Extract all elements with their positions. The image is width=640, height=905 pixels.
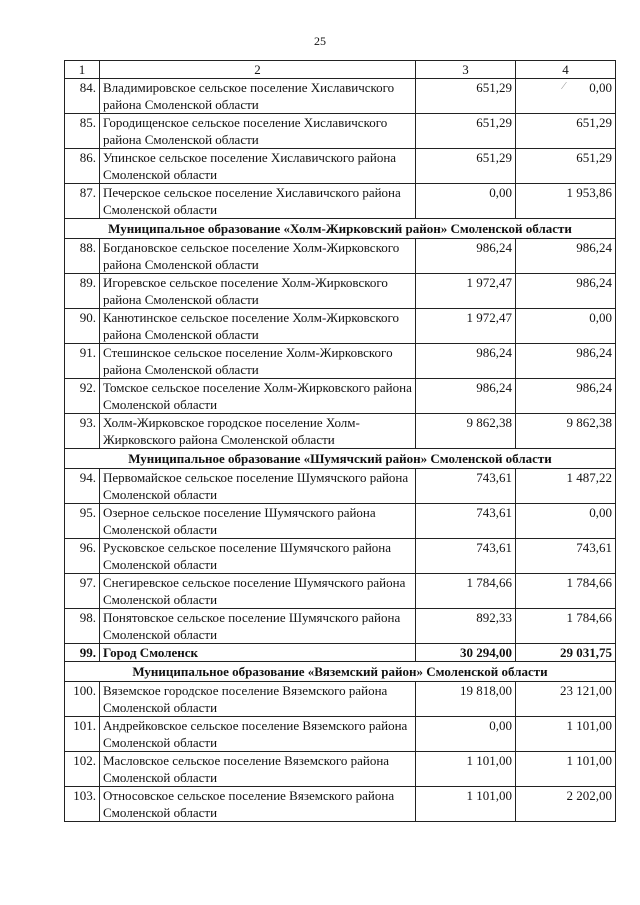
value-col-3: 651,29 [416,79,516,114]
value-col-3: 1 101,00 [416,752,516,787]
header-row [65,61,616,79]
table-row [65,469,616,504]
value-col-3: 651,29 [416,149,516,184]
row-number: 91. [65,344,100,379]
pen-mark-icon: ⁄ [563,80,565,92]
table-row [65,539,616,574]
value-col-3: 743,61 [416,539,516,574]
row-number: 98. [65,609,100,644]
value-col-3: 30 294,00 [416,644,516,662]
value-col-4: 743,61 [516,539,616,574]
value-col-3: 986,24 [416,344,516,379]
settlement-name: Относовское сельское поселение Вяземского района Смоленской области [100,787,416,822]
table-row [65,504,616,539]
header-col-3: 3 [416,61,516,79]
value-col-4: 0,00 [516,309,616,344]
row-number: 96. [65,539,100,574]
value-col-4: 986,24 [516,379,616,414]
settlement-name: Первомайское сельское поселение Шумячского района Смоленской области [100,469,416,504]
value-col-3: 0,00 [416,184,516,219]
value-col-4: 1 101,00 [516,752,616,787]
settlement-name: Богдановское сельское поселение Холм-Жирковского района Смоленской области [100,239,416,274]
value-col-4: 9 862,38 [516,414,616,449]
row-number: 86. [65,149,100,184]
row-number: 90. [65,309,100,344]
row-number: 97. [65,574,100,609]
value-col-4: 986,24 [516,239,616,274]
value-col-4: 1 784,66 [516,609,616,644]
settlement-name: Канютинское сельское поселение Холм-Жирковского района Смоленской области [100,309,416,344]
settlement-name: Печерское сельское поселение Хиславичского района Смоленской области [100,184,416,219]
row-number: 100. [65,682,100,717]
table-row [65,379,616,414]
settlement-name: Снегиревское сельское поселение Шумячского района Смоленской области [100,574,416,609]
table-row [65,752,616,787]
value-col-4: 0,00 [516,504,616,539]
settlement-name: Русковское сельское поселение Шумячского района Смоленской области [100,539,416,574]
table-row [65,309,616,344]
table-row [65,682,616,717]
settlement-name: Город Смоленск [100,644,416,662]
row-number: 89. [65,274,100,309]
row-number: 84. [65,79,100,114]
table-row [65,239,616,274]
row-number: 88. [65,239,100,274]
section-title: Муниципальное образование «Шумячский район» Смоленской области [65,449,616,469]
table-body [65,79,616,822]
value-col-4: 1 487,22 [516,469,616,504]
table-row [65,609,616,644]
row-number: 103. [65,787,100,822]
value-col-3: 19 818,00 [416,682,516,717]
header-col-1: 1 [65,61,100,79]
settlement-name: Масловское сельское поселение Вяземского района Смоленской области [100,752,416,787]
value-col-3: 743,61 [416,504,516,539]
table-row [65,344,616,379]
section-title: Муниципальное образование «Вяземский район» Смоленской области [65,662,616,682]
settlement-name: Владимировское сельское поселение Хиславичского района Смоленской области [100,79,416,114]
value-col-4: 651,29 [516,149,616,184]
table-row [65,717,616,752]
value-col-4: 1 784,66 [516,574,616,609]
value-col-4: 1 101,00 [516,717,616,752]
value-col-4: 1 953,86 [516,184,616,219]
value-col-4: 23 121,00 [516,682,616,717]
row-number: 94. [65,469,100,504]
value-col-3: 651,29 [416,114,516,149]
row-number: 102. [65,752,100,787]
section-header-row [65,219,616,239]
value-col-3: 1 972,47 [416,309,516,344]
table-row [65,414,616,449]
settlement-name: Игоревское сельское поселение Холм-Жирковского района Смоленской области [100,274,416,309]
value-col-3: 1 972,47 [416,274,516,309]
row-number: 85. [65,114,100,149]
value-col-4: 986,24 [516,274,616,309]
table-row [65,787,616,822]
value-col-4: 2 202,00 [516,787,616,822]
value-col-3: 1 784,66 [416,574,516,609]
value-col-3: 986,24 [416,239,516,274]
value-col-4: 651,29 [516,114,616,149]
row-number: 99. [65,644,100,662]
settlement-name: Томское сельское поселение Холм-Жирковского района Смоленской области [100,379,416,414]
allocation-table [64,60,616,822]
table-row [65,79,616,114]
value-col-3: 0,00 [416,717,516,752]
settlement-name: Стешинское сельское поселение Холм-Жирковского района Смоленской области [100,344,416,379]
value-col-3: 743,61 [416,469,516,504]
settlement-name: Холм-Жирковское городское поселение Холм-Жирковского района Смоленской области [100,414,416,449]
value-col-4: 29 031,75 [516,644,616,662]
row-number: 95. [65,504,100,539]
table-row [65,114,616,149]
row-number: 92. [65,379,100,414]
value-col-3: 892,33 [416,609,516,644]
table-row [65,574,616,609]
header-col-4: 4 [516,61,616,79]
value-col-3: 9 862,38 [416,414,516,449]
section-header-row [65,449,616,469]
page-number: 25 [314,34,326,48]
settlement-name: Вяземское городское поселение Вяземского района Смоленской области [100,682,416,717]
section-header-row [65,662,616,682]
header-col-2: 2 [100,61,416,79]
settlement-name: Упинское сельское поселение Хиславичского района Смоленской области [100,149,416,184]
value-col-3: 1 101,00 [416,787,516,822]
value-col-4: 0,00 [516,79,616,114]
table-row [65,184,616,219]
settlement-name: Озерное сельское поселение Шумячского района Смоленской области [100,504,416,539]
section-title: Муниципальное образование «Холм-Жирковский район» Смоленской области [65,219,616,239]
table-row [65,149,616,184]
table-row [65,274,616,309]
row-number: 87. [65,184,100,219]
settlement-name: Андрейковское сельское поселение Вяземского района Смоленской области [100,717,416,752]
row-number: 93. [65,414,100,449]
settlement-name: Понятовское сельское поселение Шумячского района Смоленской области [100,609,416,644]
row-number: 101. [65,717,100,752]
settlement-name: Городищенское сельское поселение Хиславичского района Смоленской области [100,114,416,149]
table-row [65,644,616,662]
value-col-4: 986,24 [516,344,616,379]
value-col-3: 986,24 [416,379,516,414]
